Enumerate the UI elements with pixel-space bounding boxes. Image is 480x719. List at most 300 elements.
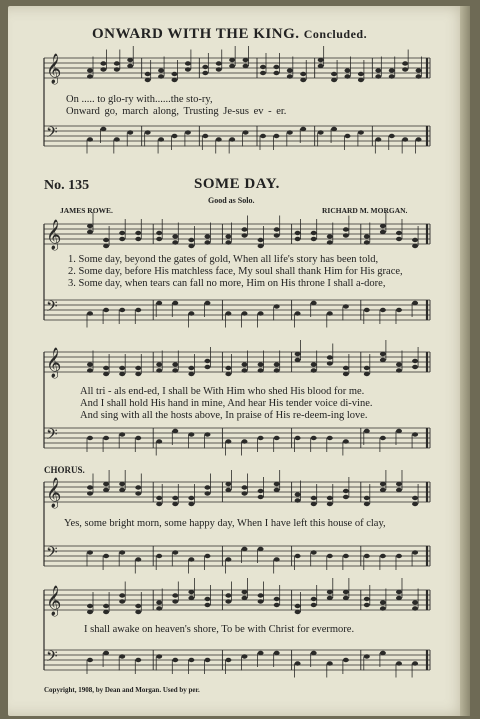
chorus-system-1-note xyxy=(311,496,317,500)
verse-system-1-note xyxy=(87,311,93,315)
continuation-system-note xyxy=(416,74,422,78)
verse-1-line-2: All tri - als end-ed, I shall be With Him who shed His blood for me. xyxy=(80,386,365,397)
verse-system-1-note xyxy=(172,240,178,244)
continuation-system-note xyxy=(185,130,191,134)
verse-system-2-note xyxy=(295,436,301,440)
continuation-system-note xyxy=(158,68,164,72)
chorus-system-2-note xyxy=(364,597,370,601)
verse-system-1-note xyxy=(225,234,231,238)
chorus-system-1-note xyxy=(103,482,109,486)
verse-system-1-note xyxy=(156,301,162,305)
verse-system-2-note xyxy=(258,368,264,372)
verse-system-2-note xyxy=(135,436,141,440)
verse-system-2-note xyxy=(396,368,402,372)
verse-system-1-note xyxy=(274,304,280,308)
verse-system-2-note xyxy=(241,368,247,372)
chorus-system-1-note xyxy=(172,502,178,506)
verse-system-2-note xyxy=(364,429,370,433)
verse-system-1-note xyxy=(204,240,210,244)
verse-system-2-note xyxy=(327,361,333,365)
continuation-system-note xyxy=(145,72,151,76)
chorus-system-1-note xyxy=(156,502,162,506)
continuation-system-note xyxy=(318,130,324,134)
chorus-system-1-note xyxy=(225,482,231,486)
verse-2-line-1: 2. Some day, before His matchless face, My soul shall thank Him for His grace, xyxy=(68,266,403,277)
continuation-system-note xyxy=(87,68,93,72)
continuation-system-note xyxy=(145,78,151,82)
continuation-system-treble-clef: 𝄞 xyxy=(46,54,62,84)
verse-system-1-note xyxy=(156,237,162,241)
continuation-system-note xyxy=(331,127,337,131)
verse-system-1-note xyxy=(364,234,370,238)
chorus-system-1-note xyxy=(172,550,178,554)
continuation-lyric-2: Onward go, march along, Trusting Je-sus ev - er. xyxy=(66,106,287,117)
chorus-system-1-note xyxy=(172,496,178,500)
chorus-system-1-note xyxy=(396,482,402,486)
continuation-system-note xyxy=(100,61,106,65)
chorus-system-1-note xyxy=(274,557,280,561)
chorus-system-1-note xyxy=(258,547,264,551)
chorus-system-1-bass-clef: 𝄢 xyxy=(46,544,58,565)
chorus-system-2-note xyxy=(103,651,109,655)
chorus-system-1-note xyxy=(188,557,194,561)
verse-system-1-note xyxy=(380,308,386,312)
chorus-system-1-note xyxy=(258,489,264,493)
continuation-system-note xyxy=(358,72,364,76)
chorus-system-2-note xyxy=(135,658,141,662)
continuation-system-note xyxy=(287,130,293,134)
chorus-system-2-note xyxy=(103,604,109,608)
chorus-system-2-note xyxy=(204,658,210,662)
chorus-system-1-note xyxy=(396,554,402,558)
verse-system-2-note xyxy=(343,372,349,376)
chorus-system-2-note xyxy=(364,654,370,658)
chorus-system-1-note xyxy=(225,488,231,492)
chorus-system-1-note xyxy=(380,482,386,486)
verse-system-1-note xyxy=(380,230,386,234)
continuation-system-note xyxy=(300,127,306,131)
verse-system-2-note xyxy=(103,436,109,440)
continuation-system-note xyxy=(287,74,293,78)
verse-system-1-note xyxy=(295,231,301,235)
continuation-system-note xyxy=(100,127,106,131)
continuation-system-note xyxy=(375,68,381,72)
chorus-system-2-note xyxy=(327,596,333,600)
chorus-system-1-note xyxy=(311,502,317,506)
chorus-system-1-note xyxy=(295,498,301,502)
continuation-system-note xyxy=(389,134,395,138)
verse-system-1-note xyxy=(172,234,178,238)
verse-system-2-note xyxy=(241,362,247,366)
verse-system-2-note xyxy=(380,436,386,440)
chorus-system-1-note xyxy=(225,557,231,561)
chorus-system-2-note xyxy=(343,590,349,594)
continuation-system-note xyxy=(273,65,279,69)
chorus-system-1-note xyxy=(412,502,418,506)
continuation-system-note xyxy=(158,74,164,78)
verse-system-1-note xyxy=(412,301,418,305)
chorus-system-2-note xyxy=(188,590,194,594)
continuation-system-note xyxy=(202,134,208,138)
copyright-notice: Copyright, 1908, by Dean and Morgan. Used by per. xyxy=(44,686,200,694)
verse-system-2-note xyxy=(311,362,317,366)
continuation-system-note xyxy=(389,68,395,72)
continuation-system-note xyxy=(402,137,408,141)
chorus-system-1-note xyxy=(241,491,247,495)
verse-system-2-note xyxy=(311,436,317,440)
chorus-system-1-note xyxy=(135,491,141,495)
chorus-system-1-note xyxy=(188,496,194,500)
verse-system-2-note xyxy=(327,355,333,359)
continuation-system-note xyxy=(389,74,395,78)
verse-system-2-note xyxy=(364,372,370,376)
verse-system-1-note xyxy=(188,244,194,248)
chorus-system-2-note xyxy=(258,651,264,655)
chorus-system-2-note xyxy=(343,596,349,600)
chorus-system-2-note xyxy=(258,593,264,597)
verse-system-2-note xyxy=(188,366,194,370)
verse-system-1-treble-clef: 𝄞 xyxy=(46,220,62,250)
verse-system-2-note xyxy=(225,439,231,443)
verse-system-1-note xyxy=(311,231,317,235)
chorus-system-2-note xyxy=(380,600,386,604)
verse-system-2-note xyxy=(343,366,349,370)
verse-system-2-note xyxy=(258,362,264,366)
verse-system-2-note xyxy=(103,372,109,376)
chorus-system-1-note xyxy=(311,550,317,554)
chorus-system-2-bass-clef: 𝄢 xyxy=(46,648,58,669)
verse-system-2-note xyxy=(156,362,162,366)
continuation-system-note xyxy=(202,71,208,75)
song-title: SOME DAY. xyxy=(194,176,280,192)
continuation-system-note xyxy=(171,78,177,82)
chorus-system-1-note xyxy=(103,554,109,558)
chorus-system-1-note xyxy=(412,496,418,500)
verse-system-1-note xyxy=(225,240,231,244)
chorus-system-1-note xyxy=(327,554,333,558)
chorus-system-2-note xyxy=(225,599,231,603)
chorus-system-2-note xyxy=(311,651,317,655)
chorus-system-1-note xyxy=(343,554,349,558)
verse-system-1-note xyxy=(135,237,141,241)
continuation-system-note xyxy=(287,68,293,72)
verse-system-1-note xyxy=(327,240,333,244)
chorus-system-1-note xyxy=(364,554,370,558)
chorus-system-1-note xyxy=(380,554,386,558)
verse-system-2-note xyxy=(172,429,178,433)
verse-system-2-note xyxy=(204,432,210,436)
chorus-system-1-note xyxy=(327,502,333,506)
chorus-system-2-note xyxy=(343,658,349,662)
continuation-system-note xyxy=(260,71,266,75)
verse-system-1-note xyxy=(119,231,125,235)
continuation-system-note xyxy=(375,74,381,78)
chorus-system-2-note xyxy=(135,610,141,614)
chorus-system-2-note xyxy=(396,590,402,594)
continuation-system-note xyxy=(216,67,222,71)
chorus-system-1-note xyxy=(364,496,370,500)
chorus-system-2-note xyxy=(119,593,125,597)
continuation-system-note xyxy=(416,137,422,141)
chorus-system-1-note xyxy=(156,554,162,558)
chorus-system-2-note xyxy=(225,593,231,597)
verse-system-1-note xyxy=(103,244,109,248)
chorus-system-2-note xyxy=(274,651,280,655)
chorus-system-1-note xyxy=(327,496,333,500)
verse-system-1-note xyxy=(258,244,264,248)
verse-system-2-note xyxy=(156,439,162,443)
chorus-system-2-note xyxy=(225,658,231,662)
continuation-title xyxy=(92,26,367,43)
continuation-system-note xyxy=(402,67,408,71)
verse-system-1-note xyxy=(364,308,370,312)
verse-system-2-note xyxy=(135,366,141,370)
verse-system-1-note xyxy=(396,308,402,312)
chorus-system-2-treble-clef: 𝄞 xyxy=(46,586,62,616)
verse-system-1-note xyxy=(119,308,125,312)
continuation-system-note xyxy=(127,64,133,68)
continuation-system-note xyxy=(202,65,208,69)
chorus-system-1-note xyxy=(119,550,125,554)
verse-system-1-note xyxy=(311,301,317,305)
verse-system-2-note xyxy=(87,436,93,440)
chorus-system-2-note xyxy=(295,604,301,608)
verse-system-1-note xyxy=(87,230,93,234)
verse-system-1-note xyxy=(172,301,178,305)
verse-system-2-note xyxy=(87,368,93,372)
verse-system-1-note xyxy=(295,237,301,241)
chorus-system-1-treble-clef: 𝄞 xyxy=(46,478,62,508)
verse-system-1-note xyxy=(204,234,210,238)
composer-credit: RICHARD M. MORGAN. xyxy=(322,206,408,215)
verse-system-1-note xyxy=(188,238,194,242)
continuation-system-note xyxy=(100,67,106,71)
verse-system-1-note xyxy=(412,244,418,248)
verse-1-line-1: 1. Some day, beyond the gates of gold, When all life's story has been told, xyxy=(68,254,379,265)
chorus-system-2-note xyxy=(87,658,93,662)
verse-system-2-note xyxy=(274,436,280,440)
verse-system-1-note xyxy=(327,234,333,238)
chorus-system-1-note xyxy=(295,554,301,558)
chorus-system-2-note xyxy=(119,654,125,658)
chorus-system-2-note xyxy=(295,610,301,614)
continuation-title-text: ONWARD WITH THE KING. xyxy=(92,26,300,42)
verse-system-2-note xyxy=(327,436,333,440)
verse-system-2-note xyxy=(295,352,301,356)
verse-system-1-note xyxy=(258,238,264,242)
verse-system-2-note xyxy=(380,358,386,362)
verse-system-1-bass-clef: 𝄢 xyxy=(46,298,58,319)
chorus-system-2-note xyxy=(103,610,109,614)
verse-system-2-note xyxy=(119,372,125,376)
chorus-system-1-note xyxy=(396,488,402,492)
chorus-system-2-note xyxy=(188,658,194,662)
verse-system-2-note xyxy=(119,432,125,436)
continuation-system-note xyxy=(216,137,222,141)
chorus-system-2-note xyxy=(327,661,333,665)
chorus-system-1-note xyxy=(87,491,93,495)
chorus-system-1-note xyxy=(204,554,210,558)
chorus-system-2-note xyxy=(380,651,386,655)
continuation-system-note xyxy=(273,71,279,75)
verse-system-2-note xyxy=(188,372,194,376)
verse-system-2-note xyxy=(204,359,210,363)
verse-system-1-note xyxy=(343,227,349,231)
continuation-subtitle: Concluded. xyxy=(303,27,368,41)
verse-system-2-note xyxy=(135,372,141,376)
verse-system-1-note xyxy=(412,238,418,242)
continuation-system-note xyxy=(344,134,350,138)
chorus-system-2-note xyxy=(241,654,247,658)
verse-system-2-note xyxy=(188,432,194,436)
verse-system-2-note xyxy=(364,366,370,370)
chorus-system-1-note xyxy=(204,485,210,489)
hymn-number: No. 135 xyxy=(44,178,90,193)
verse-system-1-note xyxy=(188,311,194,315)
continuation-system-note xyxy=(331,72,337,76)
verse-system-1-note xyxy=(103,308,109,312)
continuation-system-note xyxy=(171,72,177,76)
verse-system-2-note xyxy=(172,362,178,366)
chorus-system-1-note xyxy=(412,550,418,554)
chorus-system-2-note xyxy=(412,600,418,604)
continuation-system-note xyxy=(87,74,93,78)
verse-system-2-note xyxy=(87,362,93,366)
verse-system-1-note xyxy=(241,311,247,315)
verse-3-line-2: And sing with all the hosts above, In praise of His re-deem-ing love. xyxy=(80,410,368,421)
continuation-system-note xyxy=(185,61,191,65)
verse-system-2-note xyxy=(103,366,109,370)
continuation-system-note xyxy=(229,137,235,141)
chorus-system-1-note xyxy=(241,485,247,489)
verse-system-2-note xyxy=(311,368,317,372)
chorus-system-1-note xyxy=(258,495,264,499)
continuation-system-note xyxy=(260,65,266,69)
verse-system-1-note xyxy=(343,233,349,237)
verse-system-2-note xyxy=(380,352,386,356)
verse-system-2-note xyxy=(274,362,280,366)
chorus-system-2-note xyxy=(364,603,370,607)
verse-system-2-note xyxy=(343,439,349,443)
verse-system-1-note xyxy=(87,224,93,228)
verse-system-2-note xyxy=(241,439,247,443)
continuation-system-note xyxy=(185,67,191,71)
continuation-system-note xyxy=(127,58,133,62)
continuation-system-note xyxy=(114,67,120,71)
chorus-system-2-note xyxy=(172,599,178,603)
continuation-system-note xyxy=(300,78,306,82)
verse-system-2-note xyxy=(225,372,231,376)
verse-system-1-note xyxy=(135,231,141,235)
verse-system-1-note xyxy=(119,237,125,241)
continuation-system-note xyxy=(416,68,422,72)
continuation-system-note xyxy=(260,134,266,138)
chorus-system-2-note xyxy=(412,661,418,665)
chorus-system-2-note xyxy=(119,599,125,603)
continuation-system-note xyxy=(127,130,133,134)
verse-system-1-note xyxy=(225,311,231,315)
continuation-system-note xyxy=(243,64,249,68)
continuation-system-note xyxy=(87,137,93,141)
chorus-system-2-note xyxy=(204,597,210,601)
chorus-system-2-note xyxy=(156,654,162,658)
verse-system-2-note xyxy=(258,436,264,440)
continuation-system-note xyxy=(229,58,235,62)
chorus-system-1-note xyxy=(274,488,280,492)
verse-system-2-note xyxy=(412,432,418,436)
continuation-system-note xyxy=(229,64,235,68)
chorus-system-2-note xyxy=(396,596,402,600)
chorus-system-2-note xyxy=(311,597,317,601)
verse-system-2-note xyxy=(274,368,280,372)
verse-system-1-note xyxy=(327,311,333,315)
verse-system-1-note xyxy=(103,238,109,242)
chorus-system-2-note xyxy=(172,658,178,662)
chorus-system-1-note xyxy=(87,485,93,489)
chorus-system-1-note xyxy=(295,492,301,496)
verse-system-1-note xyxy=(364,240,370,244)
chorus-label: CHORUS. xyxy=(44,465,85,475)
verse-system-1-note xyxy=(241,227,247,231)
continuation-system-note xyxy=(358,130,364,134)
chorus-system-2-note xyxy=(156,600,162,604)
chorus-system-1-note xyxy=(135,557,141,561)
continuation-system-note xyxy=(344,68,350,72)
verse-system-1-note xyxy=(204,301,210,305)
continuation-system-note xyxy=(145,130,151,134)
chorus-system-2-note xyxy=(311,603,317,607)
verse-system-2-note xyxy=(396,429,402,433)
continuation-system-note xyxy=(216,61,222,65)
verse-system-2-note xyxy=(156,368,162,372)
chorus-system-1-note xyxy=(87,550,93,554)
continuation-system-note xyxy=(243,130,249,134)
chorus-system-2-note xyxy=(87,604,93,608)
chorus-system-2-note xyxy=(241,590,247,594)
verse-system-1-note xyxy=(295,311,301,315)
chorus-system-2-note xyxy=(380,606,386,610)
verse-system-1-note xyxy=(274,233,280,237)
chorus-system-2-note xyxy=(412,606,418,610)
verse-system-2-bass-clef: 𝄢 xyxy=(46,426,58,447)
chorus-system-1-note xyxy=(274,482,280,486)
continuation-lyric-1: On ..... to glo-ry with......the sto-ry, xyxy=(66,94,213,105)
tempo-marking: Good as Solo. xyxy=(208,196,255,205)
chorus-line-2: I shall awake on heaven's shore, To be with Christ for evermore. xyxy=(84,624,355,635)
chorus-system-1-note xyxy=(204,491,210,495)
verse-system-1-note xyxy=(380,224,386,228)
verse-system-2-note xyxy=(412,365,418,369)
chorus-system-2-note xyxy=(295,661,301,665)
verse-system-1-note xyxy=(274,227,280,231)
chorus-system-2-note xyxy=(258,599,264,603)
verse-system-1-note xyxy=(258,311,264,315)
verse-system-1-note xyxy=(396,231,402,235)
continuation-system-note xyxy=(300,72,306,76)
verse-system-1-note xyxy=(135,308,141,312)
verse-system-1-note xyxy=(396,237,402,241)
verse-system-1-note xyxy=(156,231,162,235)
verse-system-2-note xyxy=(119,366,125,370)
chorus-system-1-note xyxy=(364,502,370,506)
verse-system-2-note xyxy=(172,368,178,372)
chorus-system-1-note xyxy=(241,547,247,551)
continuation-system-note xyxy=(358,78,364,82)
verse-system-1-note xyxy=(343,304,349,308)
continuation-system-note xyxy=(344,74,350,78)
continuation-system-note xyxy=(114,61,120,65)
verse-2-line-2: And I shall hold His hand in mine, And hear His tender voice di-vine. xyxy=(80,398,373,409)
